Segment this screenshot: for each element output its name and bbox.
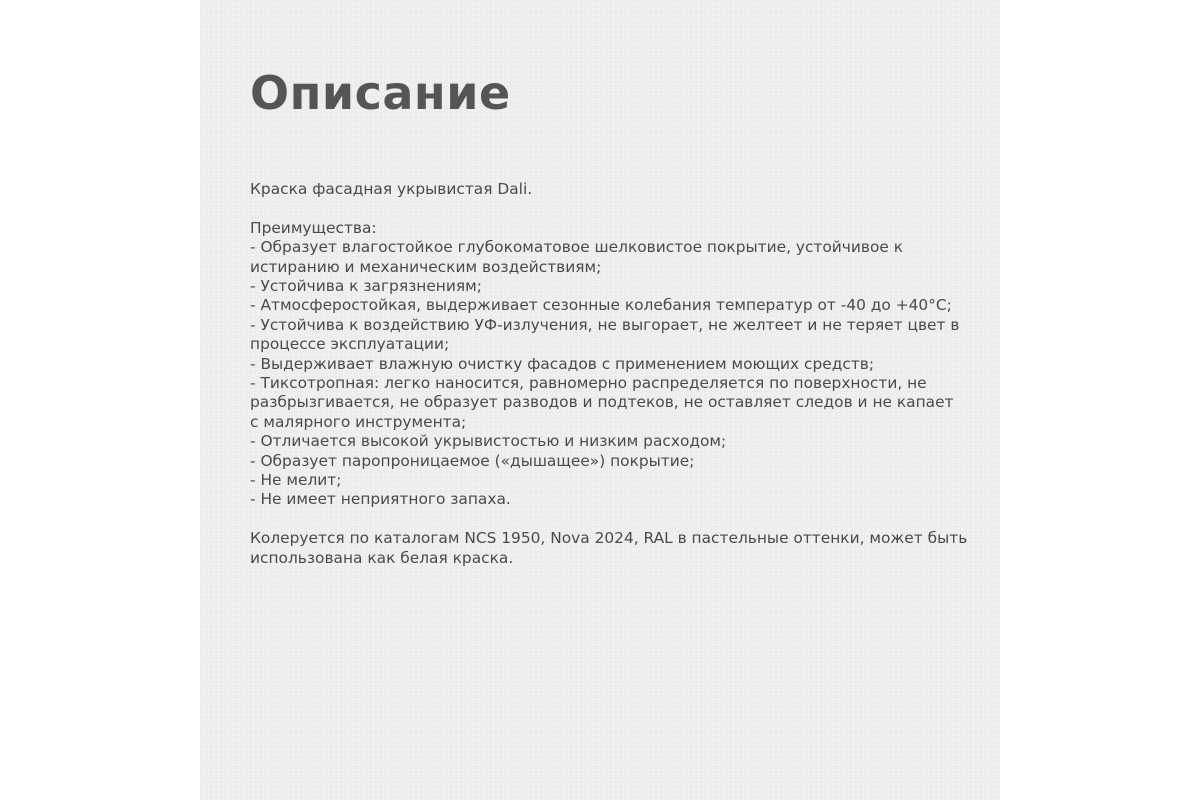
advantage-line: с малярного инструмента; [250,412,467,431]
advantage-line: - Не мелит; [250,471,342,490]
description-text [250,180,980,568]
advantage-line: - Тиксотропная: легко наносится, равномерно распределяется по поверхности, не [250,374,927,393]
paragraph-gap [250,510,980,529]
advantage-line: - Атмосферостойкая, выдерживает сезонные колебания температур от -40 до +40°С; [250,296,952,315]
advantage-line: разбрызгивается, не образует разводов и подтеков, не оставляет следов и не капает [250,393,954,412]
description-card [200,0,1000,800]
advantage-line: процессе эксплуатации; [250,335,450,354]
paragraph-gap [250,199,980,218]
advantage-line: - Образует влагостойкое глубокоматовое шелковистое покрытие, устойчивое к [250,238,904,257]
advantage-line: - Устойчива к воздействию УФ-излучения, не выгорает, не желтеет и не теряет цвет в [250,315,960,334]
tinting-line: использована как белая краска. [250,548,514,567]
advantage-line: истиранию и механическим воздействиям; [250,257,602,276]
advantage-line: - Образует паропроницаемое («дышащее») покрытие; [250,451,695,470]
advantage-line: - Не имеет неприятного запаха. [250,490,511,509]
advantage-line: - Устойчива к загрязнениям; [250,277,482,296]
advantage-line: - Выдерживает влажную очистку фасадов с применением моющих средств; [250,354,875,373]
page-title: Описание [250,66,511,120]
tinting-line: Колеруется по каталогам NCS 1950, Nova 2024, RAL в пастельные оттенки, может быть [250,529,968,548]
intro-text: Краска фасадная укрывистая Dali. [250,180,533,198]
advantage-line: - Отличается высокой укрывистостью и низким расходом; [250,432,727,451]
advantages-heading: Преимущества: [250,218,377,237]
